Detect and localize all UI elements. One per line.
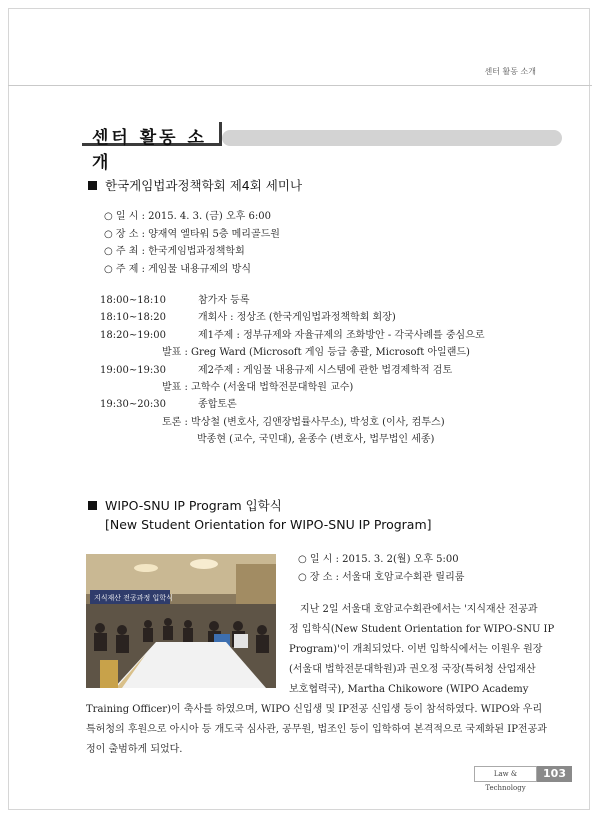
orientation-paragraph-line: 지난 2일 서울대 호암교수회관에서는 '지식재산 전공과 bbox=[300, 604, 538, 615]
page-number: 103 bbox=[537, 766, 572, 782]
seminar-title: 한국게임법과정책학회 제4회 세미나 bbox=[105, 178, 303, 193]
header-divider bbox=[8, 85, 592, 86]
orientation-paragraph-line: 보호협력국), Martha Chikowore (WIPO Academy bbox=[289, 684, 529, 695]
square-bullet-icon bbox=[88, 181, 97, 190]
section-title-bar bbox=[222, 130, 562, 146]
schedule-row bbox=[100, 431, 500, 448]
schedule-discussants-cont: 박종현 (교수, 국민대), 윤종수 (변호사, 법무법인 세종) bbox=[197, 434, 435, 446]
schedule-time: 19:00~19:30 bbox=[100, 364, 167, 376]
seminar-info bbox=[104, 208, 280, 278]
schedule-row bbox=[100, 362, 500, 379]
orientation-paragraph-line: 정이 출범하게 되었다. bbox=[86, 744, 183, 755]
orientation-info-date: ○ 일 시 : 2015. 3. 2(월) 오후 5:00 bbox=[298, 554, 459, 565]
schedule-time: 18:00~18:10 bbox=[100, 295, 167, 306]
orientation-subheading: [New Student Orientation for WIPO-SNU IP Program] bbox=[105, 517, 432, 532]
orientation-paragraph-line: Training Officer)이 축사를 하였으며, WIPO 신입생 및 IP전공 신입생 등이 참석하였다. WIPO와 우리 bbox=[86, 704, 543, 715]
schedule-time: 18:10~18:20 bbox=[100, 312, 167, 324]
schedule-row bbox=[100, 327, 500, 344]
orientation-photo bbox=[86, 554, 276, 688]
schedule-text: 참가자 등록 bbox=[198, 295, 250, 306]
orientation-title: WIPO-SNU IP Program 입학식 bbox=[105, 498, 282, 513]
schedule-discussants: 토론 : 박상철 (변호사, 김앤장법률사무소), 박성호 (이사, 컴투스) bbox=[162, 416, 445, 428]
seminar-schedule bbox=[100, 292, 500, 449]
section-title-text: 센터 활동 소개 bbox=[92, 128, 207, 173]
schedule-row bbox=[100, 292, 500, 309]
seminar-info-topic: ○ 주 제 : 게임물 내용규제의 방식 bbox=[104, 263, 252, 275]
seminar-info-venue: ○ 장 소 : 양재역 엘타워 5층 메리골드원 bbox=[104, 228, 280, 240]
section-title bbox=[82, 122, 562, 173]
section-title-box bbox=[82, 122, 222, 173]
seminar-heading bbox=[88, 176, 302, 194]
banner-text: 지식재산 전공과정 입학식 bbox=[94, 594, 173, 602]
page-footer bbox=[474, 766, 572, 792]
orientation-paragraph-line: Program)'이 개최되었다. 이번 입학식에서는 이원우 원장 bbox=[289, 644, 543, 655]
orientation-heading bbox=[88, 496, 282, 514]
square-bullet-icon bbox=[88, 501, 97, 510]
running-header: 센터 활동 소개 bbox=[484, 67, 536, 76]
schedule-text: 종합토론 bbox=[198, 399, 237, 411]
schedule-row bbox=[100, 344, 500, 361]
schedule-time: 19:30~20:30 bbox=[100, 399, 167, 411]
schedule-speaker: 발표 : Greg Ward (Microsoft 게임 등급 총괄, Microsoft 아일랜드) bbox=[162, 347, 470, 359]
orientation-paragraph-line: 정 입학식(New Student Orientation for WIPO-SNU IP bbox=[289, 624, 555, 635]
schedule-text: 개회사 : 정상조 (한국게임법과정책학회 회장) bbox=[198, 312, 396, 324]
orientation-info-venue: ○ 장 소 : 서울대 호암교수회관 릴리룸 bbox=[298, 572, 465, 583]
schedule-time: 18:20~19:00 bbox=[100, 329, 167, 341]
schedule-text: 제1주제 : 정부규제와 자율규제의 조화방안 - 각국사례를 중심으로 bbox=[198, 329, 485, 341]
schedule-text: 제2주제 : 게임물 내용규제 시스템에 관한 법경제학적 검토 bbox=[198, 364, 453, 376]
seminar-info-date: ○ 일 시 : 2015. 4. 3. (금) 오후 6:00 bbox=[104, 211, 271, 222]
schedule-row bbox=[100, 309, 500, 326]
seminar-info-host: ○ 주 최 : 한국게임법과정책학회 bbox=[104, 246, 245, 258]
schedule-speaker: 발표 : 고학수 (서울대 법학전문대학원 교수) bbox=[162, 381, 354, 393]
schedule-row bbox=[100, 396, 500, 413]
orientation-info bbox=[298, 551, 464, 587]
journal-name: Law & Technology bbox=[474, 766, 537, 782]
schedule-row bbox=[100, 379, 500, 396]
orientation-paragraph-line: (서울대 법학전문대학원)과 권오정 국장(특허청 산업재산 bbox=[289, 664, 536, 675]
orientation-paragraph-line: 특허청의 후원으로 아시아 등 개도국 심사관, 공무원, 법조인 등이 입학하여 본격적으로 국제화된 IP전공과 bbox=[86, 724, 547, 735]
schedule-row bbox=[100, 414, 500, 431]
